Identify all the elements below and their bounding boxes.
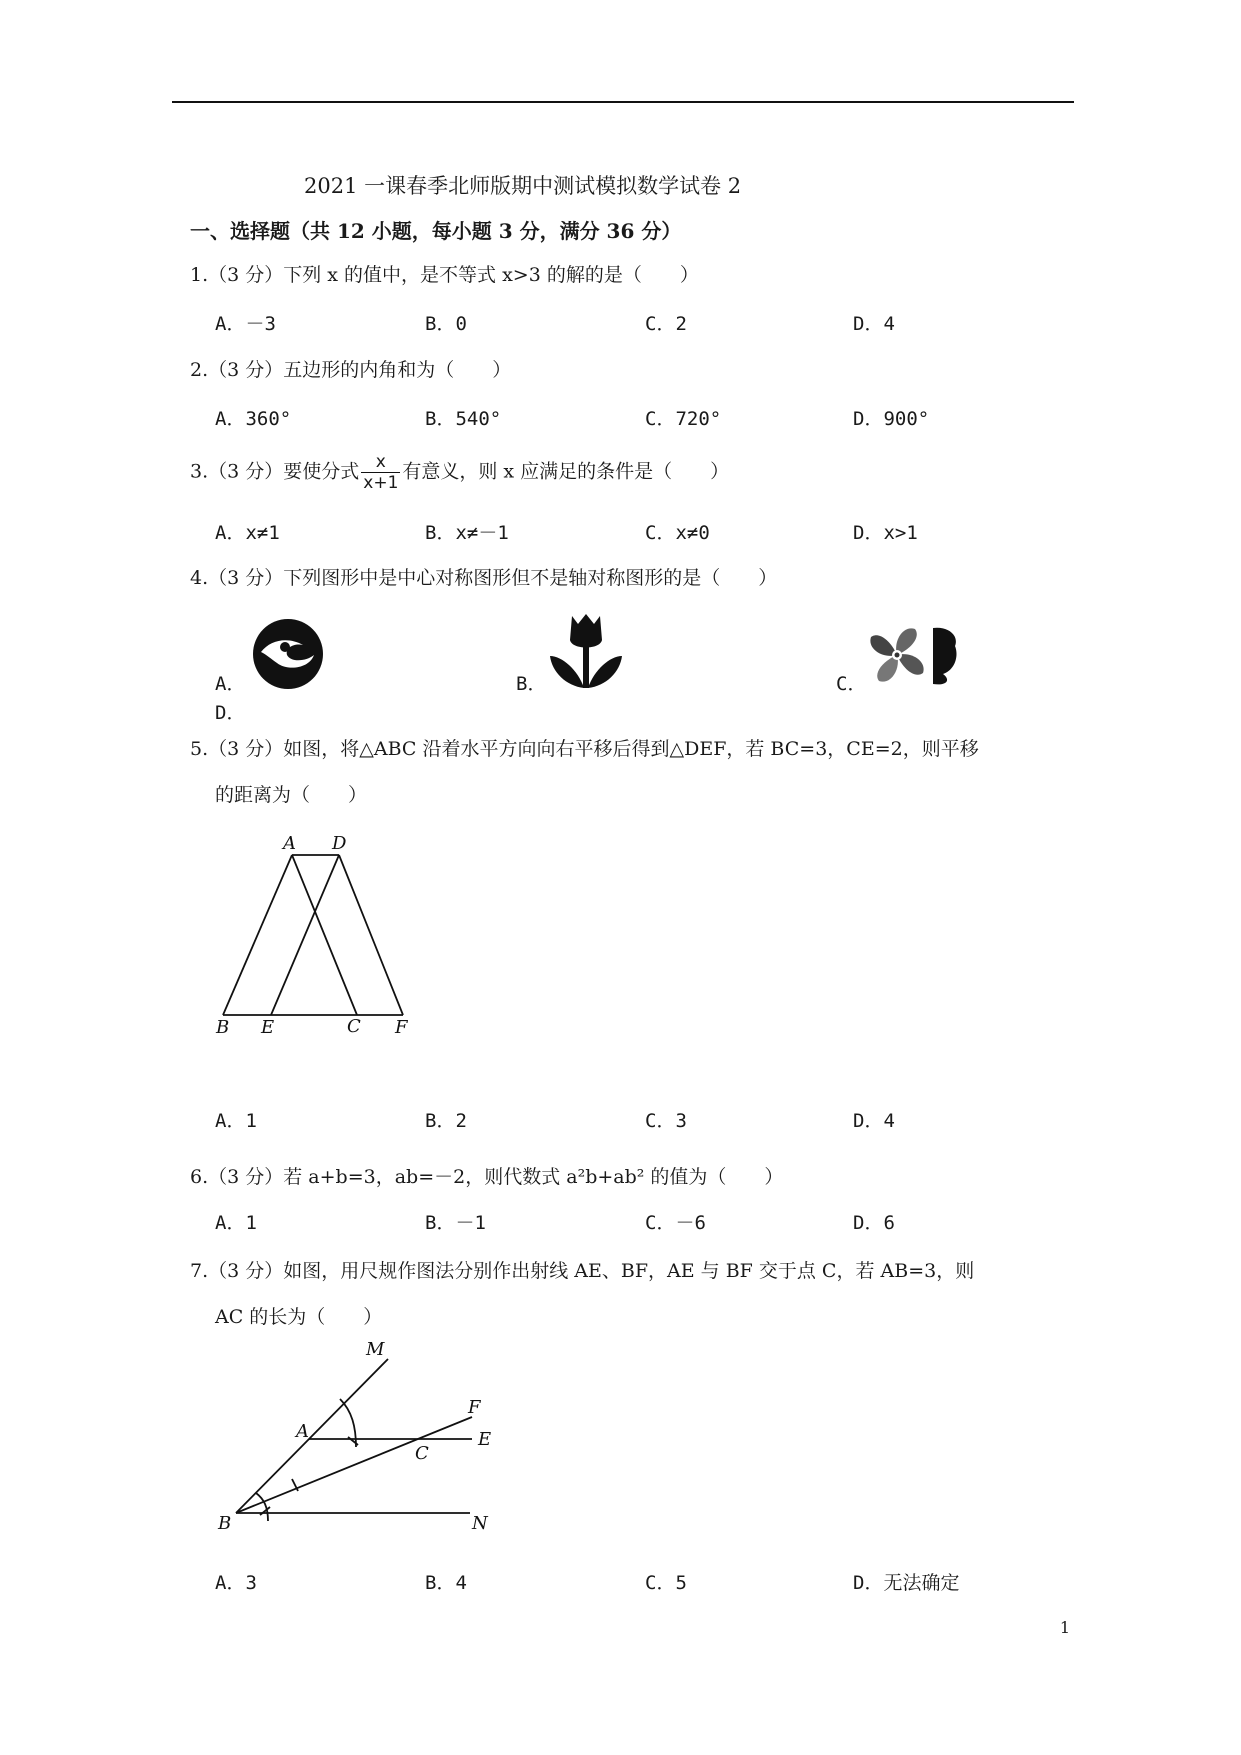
label-A: A (296, 1421, 309, 1442)
label-E: E (478, 1429, 492, 1450)
q5-option-a[interactable]: A．1 (215, 1110, 257, 1132)
q6-option-b[interactable]: B．－1 (425, 1212, 486, 1234)
q4-figure-a-icon (251, 617, 325, 691)
fraction (361, 452, 400, 493)
label-B: B (216, 1017, 230, 1038)
fraction-numerator: x (361, 452, 400, 473)
q7-option-b[interactable]: B．4 (425, 1572, 467, 1594)
q1-option-a[interactable]: A．－3 (215, 313, 276, 335)
q7-option-a[interactable]: A．3 (215, 1572, 257, 1594)
q2-option-c[interactable]: C．720° (645, 408, 722, 430)
q6-option-a[interactable]: A．1 (215, 1212, 257, 1234)
question-7-line-1: 7.（3 分）如图，用尺规作图法分别作出射线 AE、BF，AE 与 BF 交于点 C，若 AB=3，则 (190, 1260, 975, 1282)
q3-prefix: 3.（3 分）要使分式 (190, 460, 360, 483)
label-A: A (283, 833, 296, 854)
q1-option-d[interactable]: D．4 (853, 313, 895, 335)
q2-option-d[interactable]: D．900° (853, 408, 930, 430)
label-N: N (472, 1513, 488, 1534)
q4-option-b[interactable]: B． (516, 673, 547, 695)
q3-option-a[interactable]: A．x≠1 (215, 522, 280, 544)
question-7-line-2: AC 的长为（ ） (215, 1306, 383, 1328)
question-5-line-2: 的距离为（ ） (215, 784, 368, 806)
q4-figure-c-icon (863, 622, 959, 688)
label-D: D (332, 833, 347, 854)
q3-option-d[interactable]: D．x>1 (853, 522, 918, 544)
q5-option-c[interactable]: C．3 (645, 1110, 687, 1132)
q7-option-c[interactable]: C．5 (645, 1572, 687, 1594)
q6-option-c[interactable]: C．－6 (645, 1212, 706, 1234)
q2-option-a[interactable]: A．360° (215, 408, 292, 430)
q4-option-c[interactable]: C． (836, 673, 867, 695)
fraction-denominator: x+1 (363, 473, 399, 493)
header-rule (172, 101, 1074, 103)
q7-construction-figure (210, 1335, 510, 1535)
q5-option-d[interactable]: D．4 (853, 1110, 895, 1132)
q3-option-c[interactable]: C．x≠0 (645, 522, 710, 544)
question-2: 2.（3 分）五边形的内角和为（ ） (190, 359, 512, 381)
q6-option-d[interactable]: D．6 (853, 1212, 895, 1234)
label-F: F (468, 1397, 481, 1418)
q7-option-d[interactable]: D．无法确定 (853, 1572, 960, 1594)
section-heading: 一、选择题（共 12 小题，每小题 3 分，满分 36 分） (190, 219, 682, 243)
label-F: F (395, 1017, 408, 1038)
q5-option-b[interactable]: B．2 (425, 1110, 467, 1132)
q3-option-b[interactable]: B．x≠－1 (425, 522, 509, 544)
q4-option-d[interactable]: D． (215, 702, 246, 724)
q3-suffix: 有意义，则 x 应满足的条件是（ ） (402, 460, 730, 483)
question-3 (190, 452, 729, 493)
label-M: M (366, 1339, 385, 1360)
question-1: 1.（3 分）下列 x 的值中，是不等式 x>3 的解的是（ ） (190, 264, 699, 286)
q4-option-a[interactable]: A． (215, 673, 246, 695)
q1-option-b[interactable]: B．0 (425, 313, 467, 335)
q4-figure-b-icon (548, 610, 624, 690)
label-C: C (415, 1443, 429, 1464)
q1-option-c[interactable]: C．2 (645, 313, 687, 335)
question-5-line-1: 5.（3 分）如图，将△ABC 沿着水平方向向右平移后得到△DEF，若 BC=3，CE=2，则平移 (190, 738, 979, 760)
label-B: B (218, 1513, 232, 1534)
page-title: 2021 一课春季北师版期中测试模拟数学试卷 2 (304, 174, 742, 198)
question-6: 6.（3 分）若 a+b=3，ab=－2，则代数式 a²b+ab² 的值为（ ） (190, 1166, 784, 1188)
q5-translation-figure (215, 835, 415, 1045)
page-number: 1 (1059, 1618, 1070, 1637)
label-E: E (261, 1017, 275, 1038)
label-C: C (347, 1016, 361, 1037)
q2-option-b[interactable]: B．540° (425, 408, 502, 430)
question-4: 4.（3 分）下列图形中是中心对称图形但不是轴对称图形的是（ ） (190, 567, 778, 589)
